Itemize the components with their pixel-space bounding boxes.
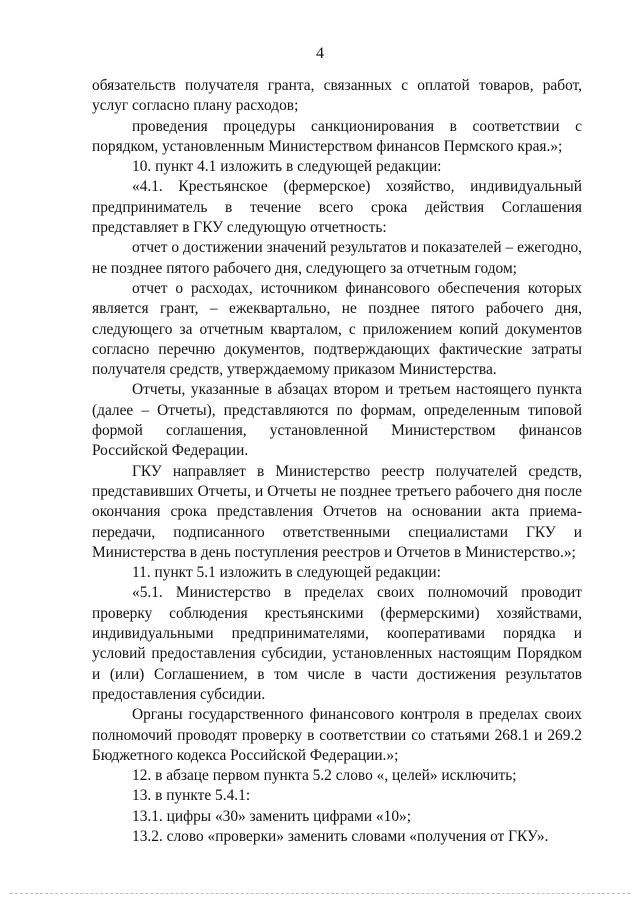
page-bottom-edge <box>10 893 630 894</box>
paragraph: 12. в абзаце первом пункта 5.2 слово «, целей» исключить; <box>132 767 517 785</box>
paragraph: обязательств получателя гранта, связанных с оплатой товаров, работ, услуг согласно плану расходов; <box>92 77 582 115</box>
document-body <box>92 76 582 847</box>
paragraph: 13.1. цифры «30» заменить цифрами «10»; <box>132 807 411 825</box>
paragraph: Органы государственного финансового контроля в пределах своих полномочий проводят проверку в соответствии со статьями 268.1 и 269.2 Бюджетного кодекса Российской Федерации.»; <box>92 706 582 764</box>
paragraph: «4.1. Крестьянское (фермерское) хозяйство, индивидуальный предприниматель в течение всего срока действия Соглашения представляет в ГКУ следующую отчетность: <box>92 178 582 237</box>
paragraph: 13.2. слово «проверки» заменить словами «получения от ГКУ». <box>132 827 549 845</box>
paragraph: отчет о достижении значений результатов и показателей – ежегодно, не позднее пятого рабочего дня, следующего за отчетным годом; <box>92 239 582 277</box>
page-number: 4 <box>316 45 324 62</box>
paragraph: Отчеты, указанные в абзацах втором и третьем настоящего пункта (далее – Отчеты), представляются по формам, определенным типовой формой соглашения, установленной Министерством финансов Российской Федерации. <box>92 381 582 460</box>
paragraph: 10. пункт 4.1 изложить в следующей редакции: <box>132 158 442 176</box>
paragraph: ГКУ направляет в Министерство реестр получателей средств, представивших Отчеты, и Отчеты не позднее третьего рабочего дня после окончания срока представления Отчетов на основании акта приема-передачи, подписанного ответственными специалистами ГКУ и Министерства в день поступления реестров и Отчетов в Министерство.»; <box>92 462 582 561</box>
paragraph: «5.1. Министерство в пределах своих полномочий проводит проверку соблюдения крестьянскими (фермерскими) хозяйствами, индивидуальными предпринимателями, кооперативами порядка и условий предоставления субсидии, установленных настоящим Порядком и (или) Соглашением, в том числе в части достижения результатов предоставления субсидии. <box>92 584 582 703</box>
paragraph: отчет о расходах, источником финансового обеспечения которых является грант, – ежеквартально, не позднее пятого рабочего дня, следующего за отчетным кварталом, с приложением копий документов согласно перечню документов, подтверждающих фактические затраты получателя средств, утверждаемому приказом Министерства. <box>92 279 582 379</box>
paragraph: 11. пункт 5.1 изложить в следующей редакции: <box>132 564 441 582</box>
paragraph: 13. в пункте 5.4.1: <box>132 787 251 805</box>
paragraph: проведения процедуры санкционирования в соответствии с порядком, установленным Министерством финансов Пермского края.»; <box>92 117 582 155</box>
